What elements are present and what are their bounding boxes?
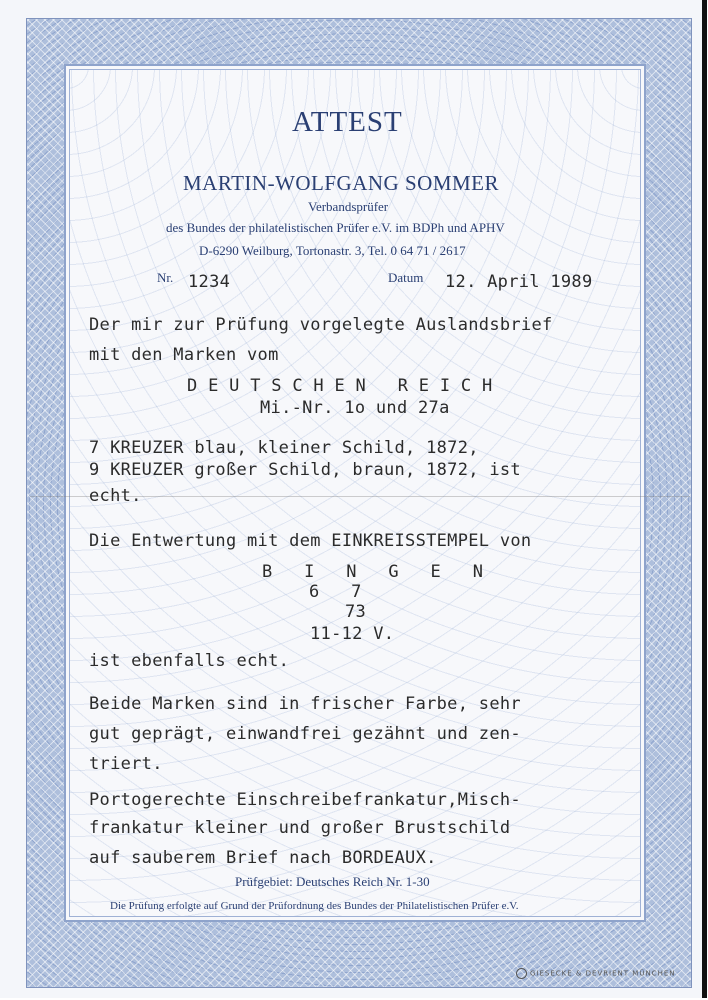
certificate-title: ATTEST [292,106,403,138]
nr-value: 1234 [188,272,231,292]
body-line: 73 [345,602,367,622]
examiner-address: D-6290 Weilburg, Tortonastr. 3, Tel. 0 64 71 / 2617 [199,243,466,258]
datum-value: 12. April 1989 [445,272,593,292]
nr-label: Nr. [157,270,174,285]
printer-imprint [516,968,676,979]
body-line: 11-12 V. [310,624,395,644]
examiner-name: MARTIN-WOLFGANG SOMMER [183,171,499,195]
body-line: Beide Marken sind in frischer Farbe, sehr [89,694,521,714]
body-line: 6 7 [309,582,362,602]
body-line: Die Entwertung mit dem EINKREISSTEMPEL von [89,531,532,551]
body-line: mit den Marken vom [89,345,279,365]
body-line: Der mir zur Prüfung vorgelegte Auslandsbrief [89,315,553,335]
examiner-association: des Bundes der philatelistischen Prüfer e.V. im BDPh und APHV [166,220,505,235]
pruefgebiet-note: Prüfgebiet: Deutsches Reich Nr. 1-30 [235,874,430,889]
body-line: ist ebenfalls echt. [89,651,290,671]
printer-name: GIESECKE & DEVRIENT MÜNCHEN [530,969,676,978]
body-line: echt. [89,486,142,506]
body-line: Portogerechte Einschreibefrankatur,Misch- [89,790,521,810]
body-line: 7 KREUZER blau, kleiner Schild, 1872, [89,438,479,458]
body-line: auf sauberem Brief nach BORDEAUX. [89,848,437,868]
body-line: triert. [89,754,163,774]
pruefordnung-note: Die Prüfung erfolgte auf Grund der Prüfordnung des Bundes der Philatelistischen Prüfer e.V. [110,900,519,912]
body-line: B I N G E N [262,562,484,582]
datum-label: Datum [388,270,424,285]
body-line: Mi.-Nr. 1o und 27a [260,398,450,418]
body-line: 9 KREUZER großer Schild, braun, 1872, ist [89,460,521,480]
examiner-role: Verbandsprüfer [308,199,389,214]
body-line: D E U T S C H E N R E I C H [187,376,493,396]
body-line: frankatur kleiner und großer Brustschild [89,818,511,838]
printer-logo-icon [516,968,527,979]
body-line: gut geprägt, einwandfrei gezähnt und zen- [89,724,521,744]
